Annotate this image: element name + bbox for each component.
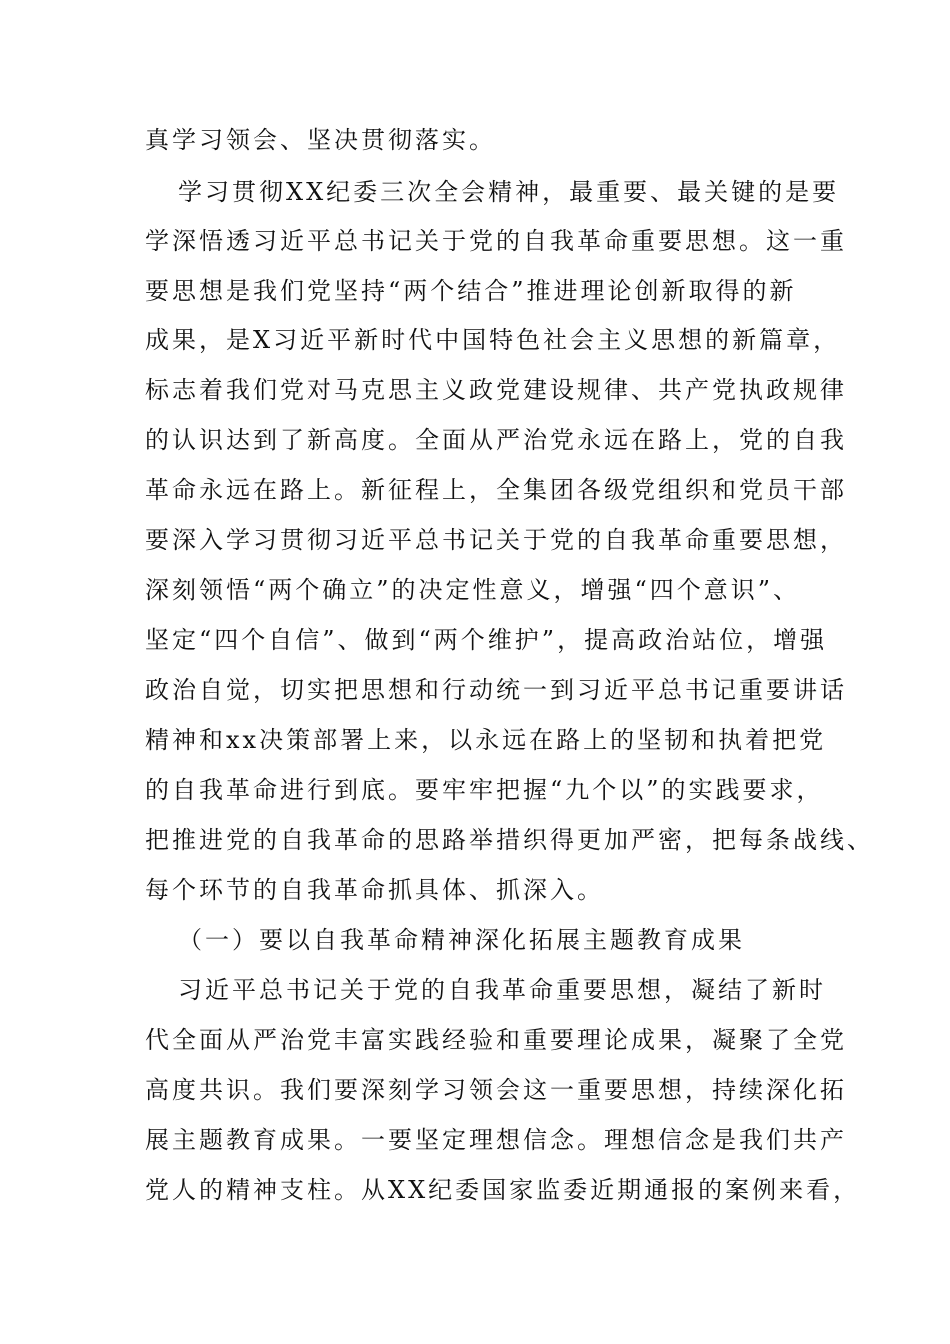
text-line: 精神和xx决策部署上来，以永远在路上的坚韧和执着把党 [145,726,827,754]
text-line: 习近平总书记关于党的自我革命重要思想，凝结了新时 [178,976,826,1004]
text-line: 要思想是我们党坚持“两个结合”推进理论创新取得的新 [145,277,797,305]
text-line: 要深入学习贯彻习近平总书记关于党的自我革命重要思想， [145,526,847,554]
text-line: 的自我革命进行到底。要牢牢把握“九个以”的实践要求， [145,776,824,804]
text-line: 学习贯彻XX纪委三次全会精神，最重要、最关键的是要 [178,178,840,206]
section-heading: （一）要以自我革命精神深化拓展主题教育成果 [178,926,745,954]
text-line: 标志着我们党对马克思主义政党建设规律、共产党执政规律 [145,376,847,404]
text-line: 真学习领会、坚决贯彻落实。 [145,126,496,154]
text-line: 展主题教育成果。一要坚定理想信念。理想信念是我们共产 [145,1126,847,1154]
text-line: 深刻领悟“两个确立”的决定性意义，增强“四个意识”、 [145,576,801,604]
text-line: 学深悟透习近平总书记关于党的自我革命重要思想。这一重 [145,227,847,255]
text-line: 革命永远在路上。新征程上，全集团各级党组织和党员干部 [145,476,847,504]
text-line: 成果，是X习近平新时代中国特色社会主义思想的新篇章， [145,326,841,354]
text-line: 政治自觉，切实把思想和行动统一到习近平总书记重要讲话 [145,676,847,704]
text-line: 每个环节的自我革命抓具体、抓深入。 [145,876,604,904]
text-line: 的认识达到了新高度。全面从严治党永远在路上，党的自我 [145,426,847,454]
text-line: 坚定“四个自信”、做到“两个维护”，提高政治站位，增强 [145,626,828,654]
text-line: 代全面从严治党丰富实践经验和重要理论成果，凝聚了全党 [145,1026,847,1054]
text-line: 把推进党的自我革命的思路举措织得更加严密，把每条战线、 [145,826,874,854]
text-line: 党人的精神支柱。从XX纪委国家监委近期通报的案例来看， [145,1176,861,1204]
text-line: 高度共识。我们要深刻学习领会这一重要思想，持续深化拓 [145,1076,847,1104]
